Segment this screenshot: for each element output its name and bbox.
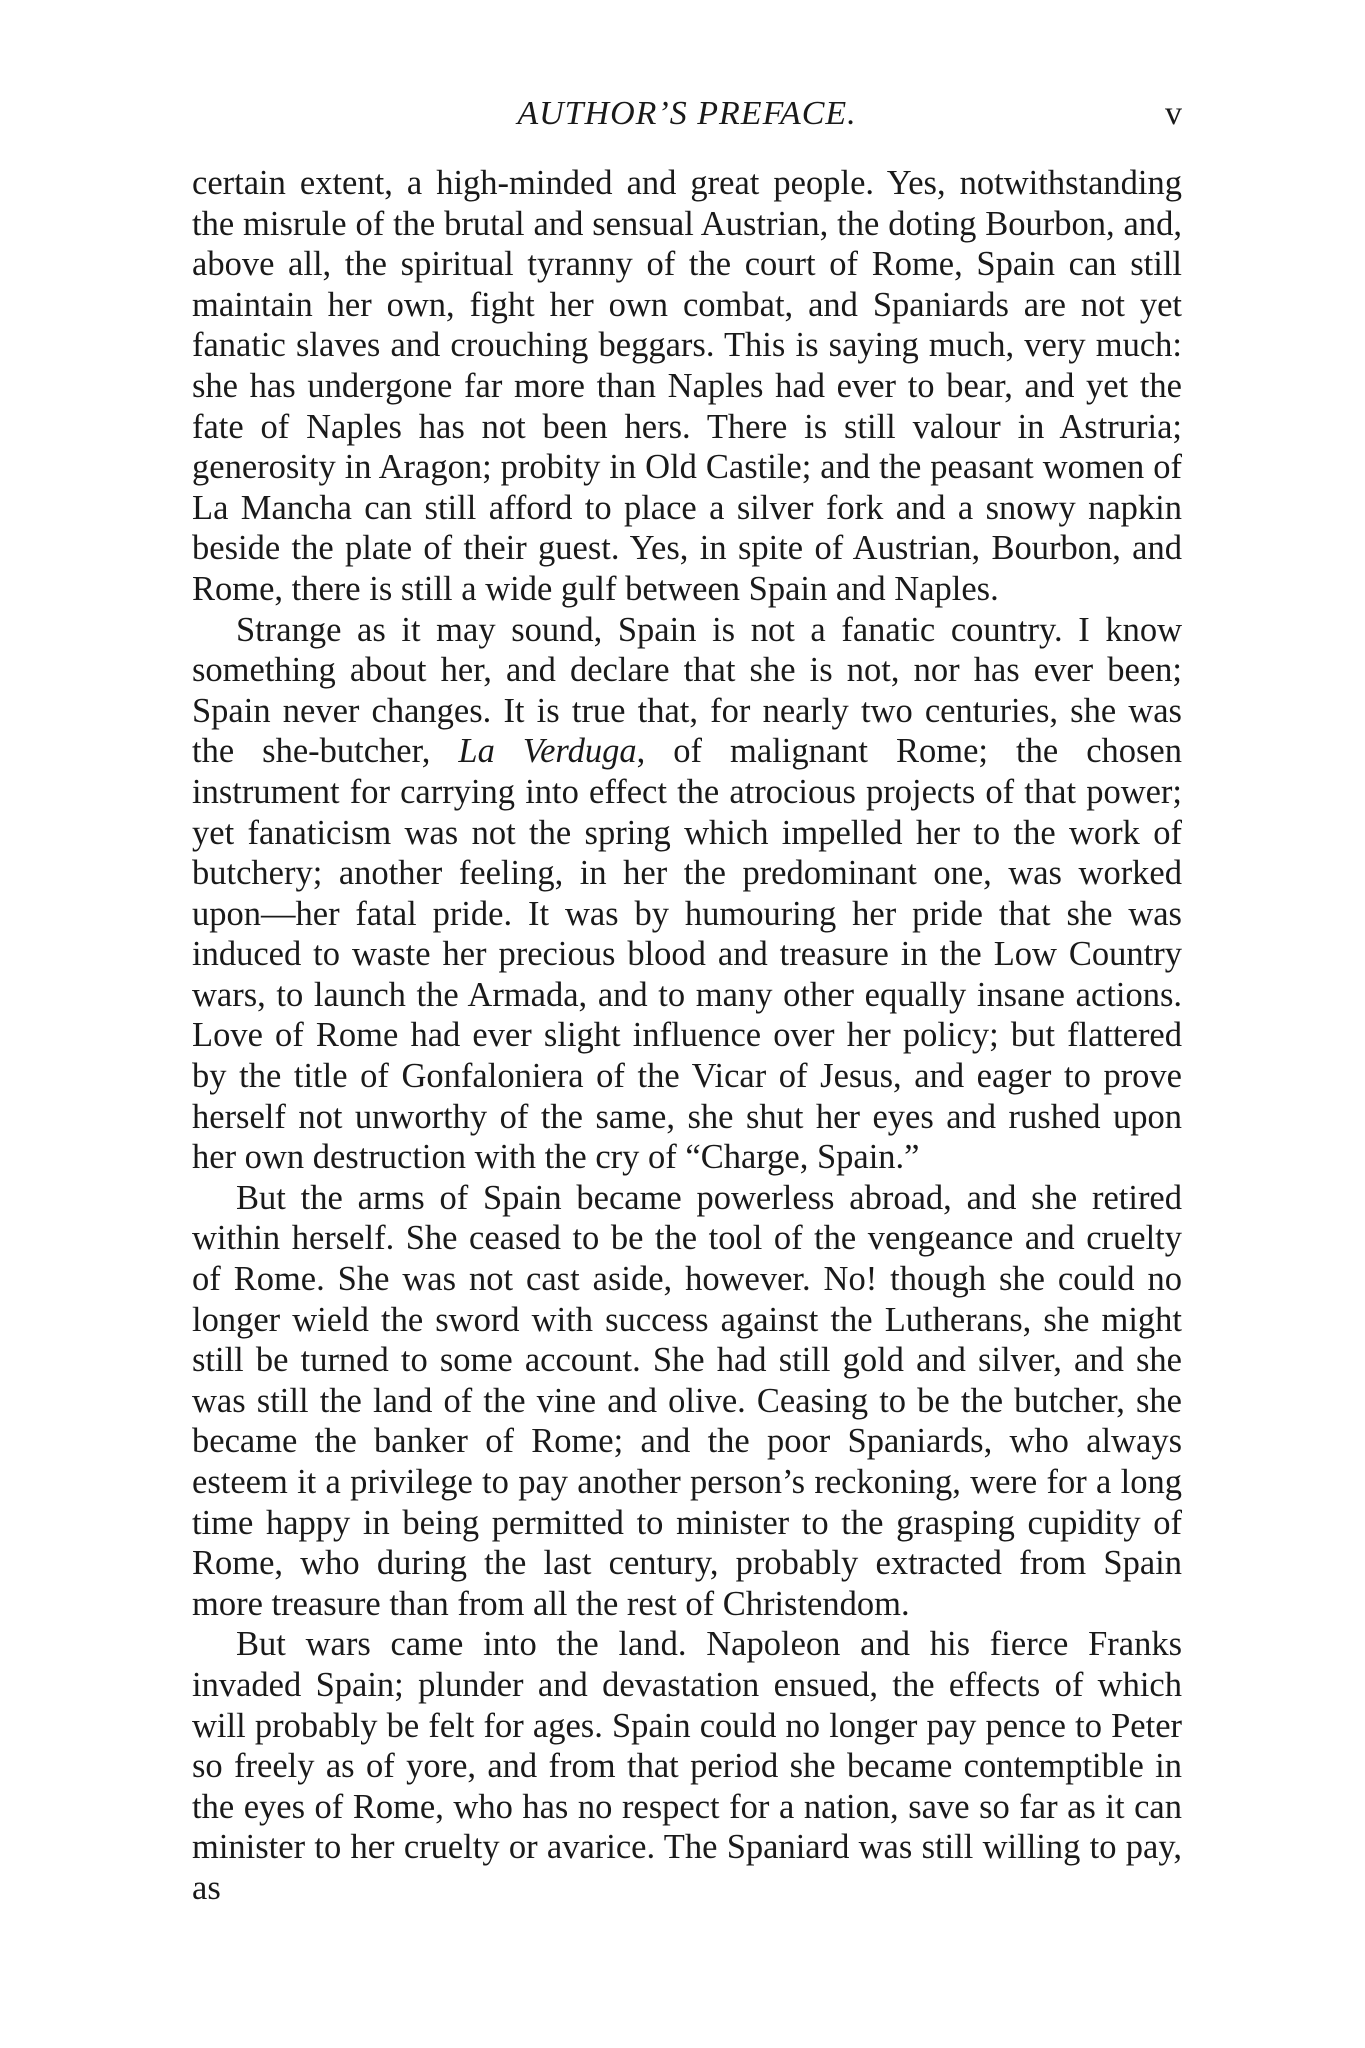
page-number: v xyxy=(1165,95,1182,132)
text-run: certain extent, a high-minded and great people. Yes, notwithstanding the misrule of the brutal and sensual Austrian, the doting Bourbon, and, above all, the spiritual tyranny of the court of Rome, Spain can still maintain her own, fight her own combat, and Spaniards are not yet fanatic slaves and crouching beggars. This is saying much, very much: she has undergone far more than Naples had ever to bear, and yet the fate of Naples has not been hers. There is still valour in Astruria; generosity in Aragon; probity in Old Castile; and the peasant women of La Mancha can still afford to place a silver fork and a snowy napkin beside the plate of their guest. Yes, in spite of Austrian, Bourbon, and Rome, there is still a wide gulf between Spain and Naples. xyxy=(192,164,1182,608)
paragraph xyxy=(192,1624,1182,1908)
paragraph xyxy=(192,610,1182,1178)
text-run: , of malignant Rome; the chosen instrument for carrying into effect the atrocious projects of that power; yet fanaticism was not the spring which impelled her to the work of butchery; another feeling, in her the predominant one, was worked upon—her fatal pride. It was by humouring her pride that she was induced to waste her precious blood and treasure in the Low Country wars, to launch the Armada, and to many other equally insane actions. Love of Rome had ever slight influence over her policy; but flattered by the title of Gonfaloniera of the Vicar of Jesus, and eager to prove herself not unworthy of the same, she shut her eyes and rushed upon her own destruction with the cry of “Charge, Spain.” xyxy=(192,732,1182,1177)
italic-phrase: La Verduga xyxy=(458,732,637,771)
paragraph xyxy=(192,1178,1182,1625)
running-head xyxy=(192,92,1182,136)
running-title: AUTHOR’S PREFACE. xyxy=(517,95,857,132)
text-run: But the arms of Spain became powerless abroad, and she retired within herself. She ceased to be the tool of the vengeance and cruelty of Rome. She was not cast aside, however. No! though she could no longer wield the sword with success against the Lutherans, she might still be turned to some account. She had still gold and silver, and she was still the land of the vine and olive. Ceasing to be the butcher, she became the banker of Rome; and the poor Spaniards, who always esteem it a privilege to pay another person’s reckoning, were for a long time happy in being permitted to minister to the grasping cupidity of Rome, who during the last century, probably extracted from Spain more treasure than from all the rest of Christendom. xyxy=(192,1178,1182,1623)
text-run: Strange as it may sound, Spain is not a fanatic country. I know something about her, and declare that she is not, nor has ever been; Spain never changes. It is true that, for nearly two centuries, she was the she-butcher, xyxy=(192,610,1182,771)
text-run: But wars came into the land. Napoleon and his fierce Franks invaded Spain; plunder and devastation ensued, the effects of which will probably be felt for ages. Spain could no longer pay pence to Peter so freely as of yore, and from that period she became contemptible in the eyes of Rome, who has no respect for a nation, save so far as it can minister to her cruelty or avarice. The Spaniard was still willing to pay, as xyxy=(192,1625,1182,1907)
body-text xyxy=(192,163,1182,1909)
paragraph xyxy=(192,163,1182,610)
